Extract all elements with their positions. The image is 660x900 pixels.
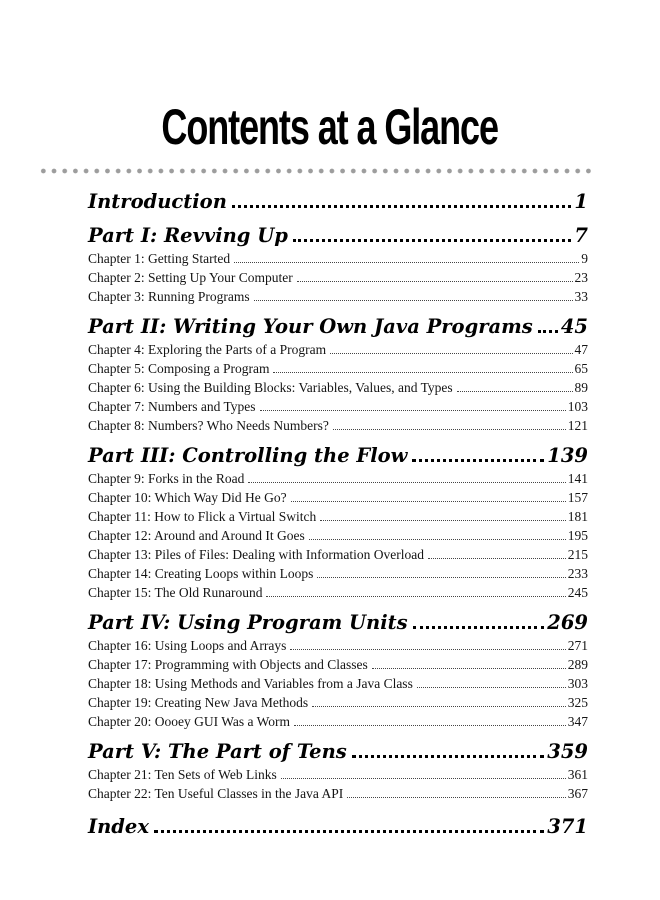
toc-chapter-row (88, 583, 588, 602)
dot-leader (320, 520, 565, 521)
toc-part-row (88, 443, 588, 469)
toc-entry-page: 47 (574, 342, 588, 357)
dot-leader (333, 429, 566, 430)
toc-entry-page: 141 (567, 471, 588, 486)
dot-leader (428, 558, 566, 559)
dot-leader (281, 778, 566, 779)
dot-leader (538, 330, 558, 333)
toc-chapter-row (88, 784, 588, 803)
dot-leader (317, 577, 565, 578)
toc-entry-label: Chapter 21: Ten Sets of Web Links (88, 767, 277, 782)
toc-entry-page: 245 (567, 585, 588, 600)
dot-leader (347, 797, 565, 798)
toc-entry-label: Chapter 6: Using the Building Blocks: Variables, Values, and Types (88, 380, 453, 395)
toc-entry-label: Chapter 4: Exploring the Parts of a Program (88, 342, 327, 357)
dot-leader (232, 205, 572, 208)
toc-entry-label: Part III: Controlling the Flow (88, 444, 408, 467)
toc-entry-page: 9 (581, 251, 588, 266)
toc-entry-page: 139 (547, 444, 588, 467)
dot-leader (260, 410, 566, 411)
toc-entry-page: 325 (567, 695, 588, 710)
toc-entry-label: Chapter 7: Numbers and Types (88, 399, 256, 414)
toc-chapter-row (88, 287, 588, 306)
toc-entry-label: Chapter 17: Programming with Objects and Classes (88, 657, 368, 672)
toc-entry-label: Part II: Writing Your Own Java Programs (88, 315, 533, 338)
toc-chapter-row (88, 655, 588, 674)
dot-leader (330, 353, 572, 354)
toc-entry-label: Chapter 20: Oooey GUI Was a Worm (88, 714, 291, 729)
toc-chapter-row (88, 564, 588, 583)
toc-chapter-row (88, 397, 588, 416)
toc-entry-page: 269 (547, 611, 588, 634)
toc-entry-page: 289 (567, 657, 588, 672)
toc-entry-page: 121 (567, 418, 588, 433)
dot-leader (254, 300, 573, 301)
dot-leader (309, 539, 566, 540)
toc-entry-label: Chapter 8: Numbers? Who Needs Numbers? (88, 418, 329, 433)
toc-entry-page: 103 (567, 399, 588, 414)
toc-entry-label: Chapter 22: Ten Useful Classes in the Java API (88, 786, 344, 801)
dot-leader (273, 372, 572, 373)
dot-leader (294, 725, 566, 726)
toc-chapter-row (88, 249, 588, 268)
toc-entry-label: Chapter 12: Around and Around It Goes (88, 528, 305, 543)
toc-chapter-row (88, 526, 588, 545)
dot-leader (266, 596, 565, 597)
toc-entry-page: 23 (574, 270, 588, 285)
toc-chapter-row (88, 378, 588, 397)
dot-leader (412, 459, 544, 462)
toc-entry-page: 361 (567, 767, 588, 782)
toc-entry-label: Chapter 10: Which Way Did He Go? (88, 490, 287, 505)
toc-chapter-row (88, 469, 588, 488)
toc-index-row (88, 814, 588, 840)
toc-entry-page: 215 (567, 547, 588, 562)
toc-entry-label: Introduction (88, 190, 227, 213)
toc-entry-label: Chapter 3: Running Programs (88, 289, 250, 304)
toc-entry-label: Part V: The Part of Tens (88, 740, 347, 763)
toc-entry-page: 271 (567, 638, 588, 653)
toc-entry-page: 157 (567, 490, 588, 505)
toc-chapter-row (88, 488, 588, 507)
toc-chapter-row (88, 636, 588, 655)
toc-chapter-row (88, 693, 588, 712)
toc-chapter-row (88, 507, 588, 526)
toc-part-row (88, 223, 588, 249)
toc-entry-page: 359 (547, 740, 588, 763)
dot-leader (154, 830, 544, 833)
toc-entry-page: 233 (567, 566, 588, 581)
dotted-separator (38, 167, 591, 175)
toc-entry-label: Chapter 11: How to Flick a Virtual Switch (88, 509, 317, 524)
toc-entry-page: 1 (574, 190, 588, 213)
toc-entry-label: Chapter 16: Using Loops and Arrays (88, 638, 287, 653)
toc-entry-page: 367 (567, 786, 588, 801)
toc-entry-label: Chapter 14: Creating Loops within Loops (88, 566, 314, 581)
toc-entry-page: 45 (560, 315, 588, 338)
toc-chapter-row (88, 765, 588, 784)
toc-intro-row (88, 189, 588, 215)
toc-entry-label: Chapter 1: Getting Started (88, 251, 231, 266)
toc-chapter-row (88, 416, 588, 435)
page-title (0, 101, 660, 153)
toc-entry-page: 181 (567, 509, 588, 524)
dot-leader (372, 668, 566, 669)
toc-entry-page: 195 (567, 528, 588, 543)
toc-chapter-row (88, 359, 588, 378)
dot-leader (297, 281, 573, 282)
toc-chapter-row (88, 340, 588, 359)
toc-entry-label: Chapter 15: The Old Runaround (88, 585, 263, 600)
toc-entry-label: Chapter 18: Using Methods and Variables from a Java Class (88, 676, 413, 691)
toc-part-row (88, 314, 588, 340)
toc-chapter-row (88, 545, 588, 564)
table-of-contents (88, 189, 588, 840)
dot-leader (293, 239, 572, 242)
dot-leader (248, 482, 565, 483)
dot-leader (417, 687, 566, 688)
toc-part-row (88, 610, 588, 636)
toc-chapter-row (88, 712, 588, 731)
toc-entry-page: 303 (567, 676, 588, 691)
toc-entry-label: Chapter 19: Creating New Java Methods (88, 695, 309, 710)
toc-entry-page: 7 (574, 224, 588, 247)
dot-leader (291, 501, 566, 502)
page-title-text: Contents at a Glance (161, 99, 499, 155)
toc-entry-label: Chapter 13: Piles of Files: Dealing with Information Overload (88, 547, 424, 562)
dot-leader (234, 262, 579, 263)
toc-entry-label: Part IV: Using Program Units (88, 611, 408, 634)
toc-chapter-row (88, 268, 588, 287)
dot-leader (312, 706, 566, 707)
toc-entry-page: 371 (547, 815, 588, 838)
dot-leader (352, 755, 545, 758)
toc-entry-label: Chapter 2: Setting Up Your Computer (88, 270, 293, 285)
toc-entry-page: 65 (574, 361, 588, 376)
toc-entry-page: 89 (574, 380, 588, 395)
toc-entry-label: Chapter 5: Composing a Program (88, 361, 270, 376)
toc-entry-label: Part I: Revving Up (88, 224, 288, 247)
dot-leader (457, 391, 573, 392)
toc-chapter-row (88, 674, 588, 693)
toc-part-row (88, 739, 588, 765)
dot-leader (413, 626, 545, 629)
toc-entry-page: 33 (574, 289, 588, 304)
toc-entry-label: Chapter 9: Forks in the Road (88, 471, 245, 486)
dot-leader (290, 649, 565, 650)
toc-entry-label: Index (88, 815, 149, 838)
toc-entry-page: 347 (567, 714, 588, 729)
